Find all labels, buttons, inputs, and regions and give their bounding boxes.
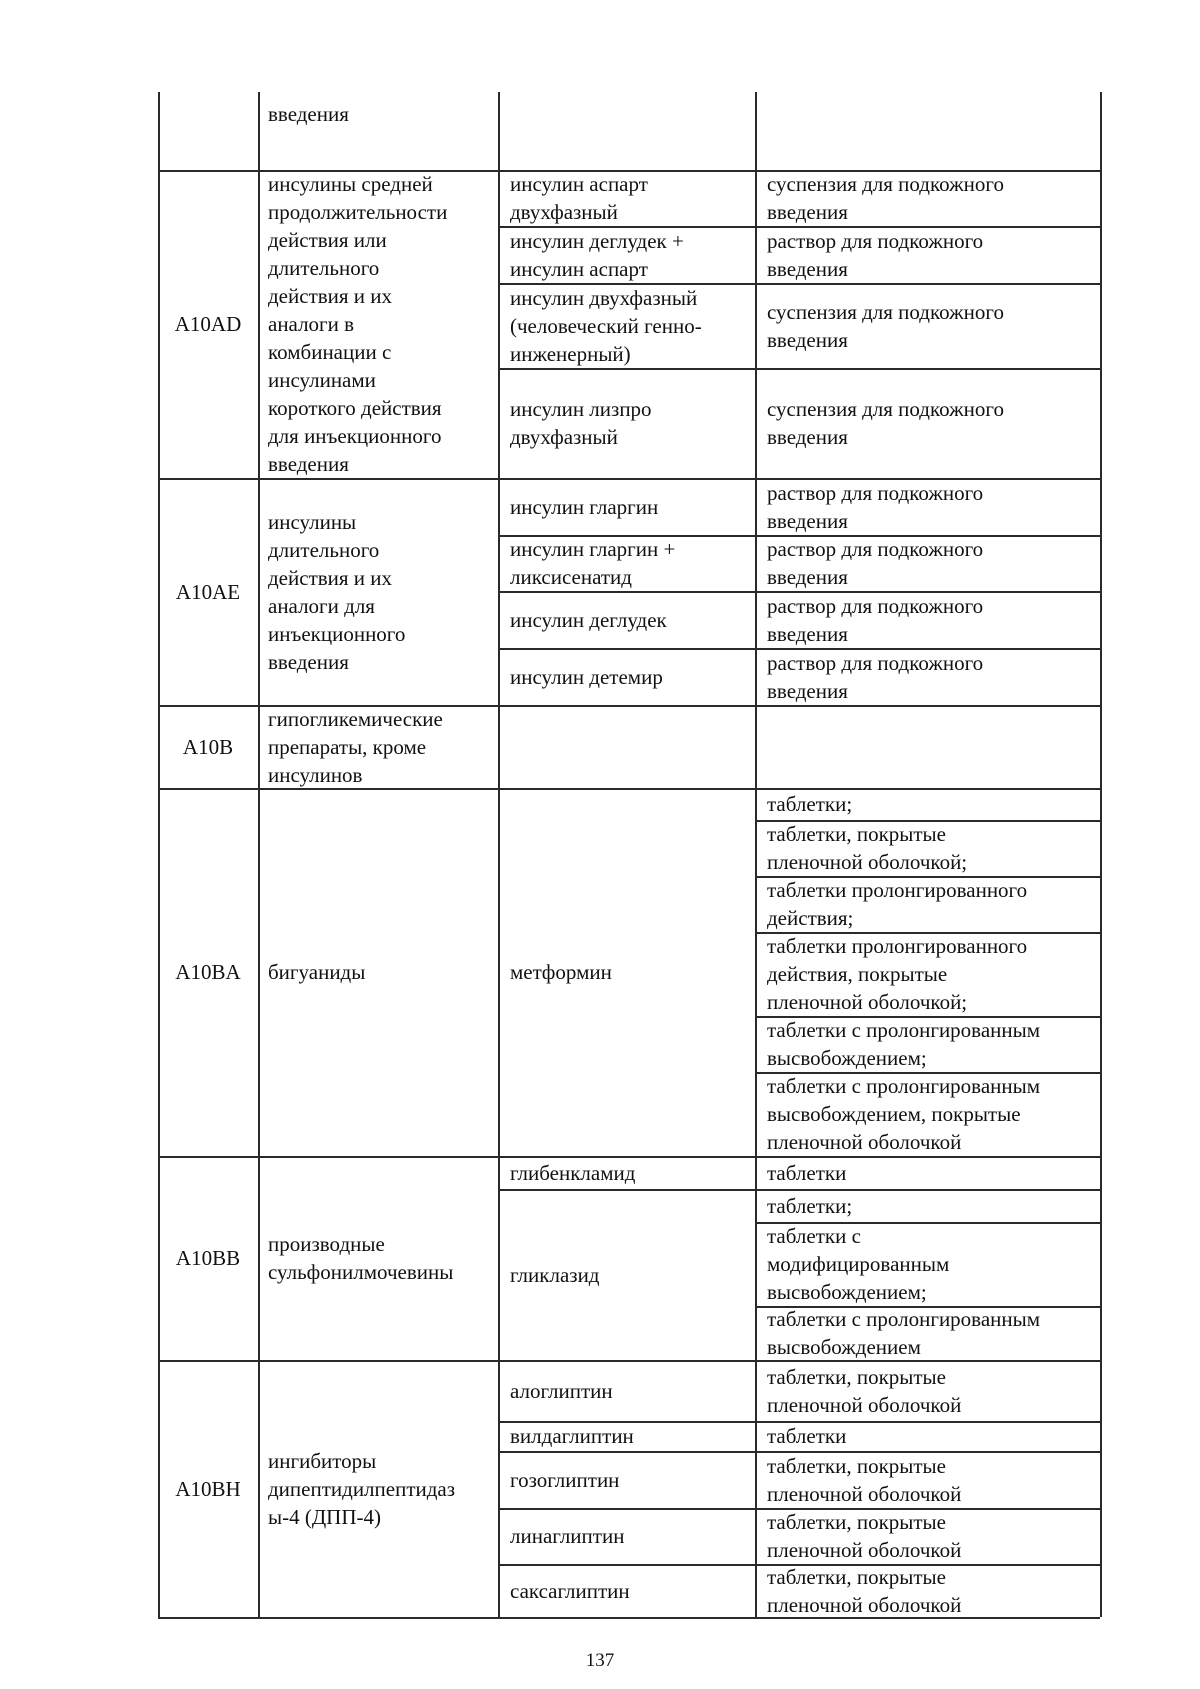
drug-name — [510, 1189, 751, 1360]
drug-name-line: линаглиптин — [510, 1524, 625, 1548]
drug-name — [510, 226, 751, 283]
group-name — [268, 92, 494, 136]
atc-code — [158, 1360, 258, 1617]
dosage-form-line: введения — [767, 327, 848, 352]
atc-code-text: A10BA — [175, 960, 241, 984]
group-name-line: введения — [268, 649, 349, 674]
dosage-form-line: таблетки пролонгированного — [767, 878, 1028, 902]
page-number: 137 — [585, 1650, 615, 1671]
group-name-line: длительного — [268, 537, 380, 562]
column-border — [258, 92, 260, 1617]
drug-name — [510, 591, 751, 648]
dosage-form-line: таблетки, покрытые — [767, 1453, 946, 1478]
group-name-line: действия и их — [268, 565, 393, 590]
drug-name — [510, 1421, 751, 1451]
dosage-form — [767, 1222, 1096, 1306]
drug-name-line: гозоглиптин — [510, 1467, 620, 1492]
drug-name-line: саксаглиптин — [510, 1578, 630, 1603]
drug-name-line: инсулин двухфазный — [510, 285, 698, 310]
group-name — [268, 170, 494, 478]
drug-name-line: вилдаглиптин — [510, 1424, 634, 1448]
dosage-form-line: пленочной оболочкой; — [767, 850, 968, 874]
drug-name — [510, 1360, 751, 1421]
dosage-form — [767, 1072, 1096, 1156]
drug-name-line: инсулин гларгин — [510, 494, 659, 519]
atc-code — [158, 1156, 258, 1360]
dosage-form-line: раствор для подкожного — [767, 650, 984, 675]
group-name — [268, 478, 494, 705]
dosage-form-line: введения — [767, 508, 848, 533]
drug-name-line: гликлазид — [510, 1262, 600, 1287]
dosage-form-line: пленочной оболочкой — [767, 1538, 962, 1562]
atc-code — [158, 478, 258, 705]
dosage-form-line: таблетки; — [767, 792, 853, 816]
group-name — [268, 1156, 494, 1360]
drug-name-line: двухфазный — [510, 425, 618, 449]
drug-name-line: инсулин гларгин + — [510, 537, 676, 561]
drug-name-line: инсулин деглудек + — [510, 228, 684, 253]
drug-name — [510, 478, 751, 535]
group-name-line: дипептидилпептидаз — [268, 1476, 456, 1501]
dosage-form — [767, 1016, 1096, 1072]
drug-name — [510, 170, 751, 226]
drug-name-line: инсулин деглудек — [510, 607, 667, 632]
dosage-form-line: пленочной оболочкой — [767, 1130, 962, 1154]
dosage-form — [767, 1564, 1096, 1617]
dosage-form — [767, 478, 1096, 535]
group-name-line: бигуаниды — [268, 960, 366, 984]
drug-name-line: (человеческий генно- — [510, 313, 702, 338]
drug-name — [510, 788, 751, 1156]
dosage-form — [767, 170, 1096, 226]
drug-name-line: инсулин аспарт — [510, 256, 648, 281]
group-name-line: ингибиторы — [268, 1448, 377, 1473]
group-name-line: продолжительности — [268, 200, 448, 224]
atc-code-text: A10B — [182, 734, 234, 759]
group-name — [268, 705, 494, 788]
dosage-form-line: высвобождением — [767, 1335, 921, 1359]
group-name-line: комбинации с — [268, 340, 392, 364]
dosage-form-line: раствор для подкожного — [767, 537, 984, 561]
dosage-form — [767, 1156, 1096, 1189]
group-name-line: гипогликемические — [268, 706, 443, 731]
group-name — [268, 1360, 494, 1617]
dosage-form — [767, 1306, 1096, 1360]
atc-code-text: A10AD — [174, 312, 242, 336]
atc-code — [158, 705, 258, 788]
group-name-line: для инъекционного — [268, 424, 442, 448]
drug-name-line: алоглиптин — [510, 1378, 613, 1403]
group-name-line: производные — [268, 1232, 385, 1256]
dosage-form-line: высвобождением, покрытые — [767, 1102, 1021, 1126]
dosage-form-line: раствор для подкожного — [767, 480, 984, 505]
dosage-form — [767, 1421, 1096, 1451]
dosage-form-line: введения — [767, 621, 848, 646]
dosage-form-line: суспензия для подкожного — [767, 397, 1004, 421]
drug-name-line: инсулин детемир — [510, 664, 663, 689]
dosage-form-line: таблетки — [767, 1424, 847, 1448]
group-name-line: инъекционного — [268, 621, 406, 646]
column-border — [498, 92, 500, 1617]
dosage-form-line: суспензия для подкожного — [767, 299, 1004, 324]
dosage-form — [767, 876, 1096, 932]
group-name-line: длительного — [268, 256, 380, 280]
dosage-form-line: введения — [767, 256, 848, 281]
atc-code-text: A10BH — [175, 1476, 241, 1501]
dosage-form-line: введения — [767, 565, 848, 589]
dosage-form-line: суспензия для подкожного — [767, 172, 1004, 196]
dosage-form — [767, 648, 1096, 705]
dosage-form — [767, 226, 1096, 283]
dosage-form — [767, 1189, 1096, 1222]
dosage-form — [767, 1451, 1096, 1508]
drug-name — [510, 1156, 751, 1189]
atc-code-text: A10AE — [175, 579, 241, 604]
group-name — [268, 788, 494, 1156]
dosage-form — [767, 283, 1096, 368]
dosage-form-line: введения — [767, 425, 848, 449]
column-border — [1100, 92, 1102, 1617]
dosage-form-line: введения — [767, 200, 848, 224]
group-name-line: сульфонилмочевины — [268, 1260, 454, 1284]
dosage-form-line: таблетки с — [767, 1224, 861, 1248]
drug-name — [510, 1451, 751, 1508]
dosage-form-line: таблетки, покрытые — [767, 1564, 946, 1589]
dosage-form-line: модифицированным — [767, 1252, 950, 1276]
group-name-line: введения — [268, 452, 349, 476]
dosage-form-line: высвобождением; — [767, 1046, 927, 1070]
drug-name — [510, 283, 751, 368]
group-name-line: инсулинами — [268, 368, 376, 392]
dosage-form-line: таблетки пролонгированного — [767, 934, 1028, 958]
group-name-line: введения — [268, 102, 349, 126]
group-name-line: инсулины средней — [268, 172, 433, 196]
dosage-form — [767, 820, 1096, 876]
drug-name-line: метформин — [510, 960, 612, 984]
group-name-line: действия или — [268, 228, 387, 252]
drug-name — [510, 648, 751, 705]
dosage-form-line: таблетки — [767, 1160, 847, 1185]
group-name-line: ы-4 (ДПП-4) — [268, 1504, 381, 1529]
dosage-form-line: таблетки с пролонгированным — [767, 1018, 1041, 1042]
dosage-form-line: введения — [767, 678, 848, 703]
drug-name-line: глибенкламид — [510, 1160, 636, 1185]
dosage-form-line: действия; — [767, 906, 854, 930]
dosage-form-line: таблетки, покрытые — [767, 1364, 946, 1389]
atc-code — [158, 170, 258, 478]
dosage-form-line: пленочной оболочкой; — [767, 990, 968, 1014]
drug-name-line: инсулин лизпро — [510, 397, 652, 421]
drug-name-line: двухфазный — [510, 200, 618, 224]
dosage-form-line: таблетки с пролонгированным — [767, 1307, 1041, 1331]
dosage-form — [767, 1360, 1096, 1421]
group-name-line: аналоги в — [268, 312, 355, 336]
column-border — [755, 92, 757, 1617]
dosage-form-line: раствор для подкожного — [767, 593, 984, 618]
drug-name — [510, 368, 751, 478]
group-name-line: аналоги для — [268, 593, 375, 618]
group-name-line: короткого действия — [268, 396, 442, 420]
dosage-form-line: таблетки, покрытые — [767, 1510, 946, 1534]
atc-code-text: A10BB — [175, 1246, 241, 1270]
group-name-line: инсулины — [268, 509, 357, 534]
dosage-form — [767, 1508, 1096, 1564]
dosage-form-line: пленочной оболочкой — [767, 1481, 962, 1506]
dosage-form — [767, 788, 1096, 820]
dosage-form-line: действия, покрытые — [767, 962, 948, 986]
drug-name-line: инсулин аспарт — [510, 172, 648, 196]
dosage-form-line: пленочной оболочкой — [767, 1592, 962, 1617]
drug-name — [510, 1564, 751, 1617]
dosage-form-line: раствор для подкожного — [767, 228, 984, 253]
atc-code — [158, 788, 258, 1156]
dosage-form — [767, 591, 1096, 648]
dosage-form-line: таблетки; — [767, 1193, 853, 1218]
dosage-form-line: таблетки, покрытые — [767, 822, 946, 846]
group-name-line: действия и их — [268, 284, 393, 308]
drug-name-line: инженерный) — [510, 341, 631, 366]
dosage-form — [767, 368, 1096, 478]
drug-name — [510, 1508, 751, 1564]
dosage-form — [767, 535, 1096, 591]
group-name-line: препараты, кроме — [268, 734, 427, 759]
dosage-form — [767, 932, 1096, 1016]
dosage-form-line: пленочной оболочкой — [767, 1392, 962, 1417]
dosage-form-line: высвобождением; — [767, 1280, 927, 1304]
drug-name-line: ликсисенатид — [510, 565, 632, 589]
drug-name — [510, 535, 751, 591]
dosage-form-line: таблетки с пролонгированным — [767, 1074, 1041, 1098]
group-name-line: инсулинов — [268, 762, 363, 787]
